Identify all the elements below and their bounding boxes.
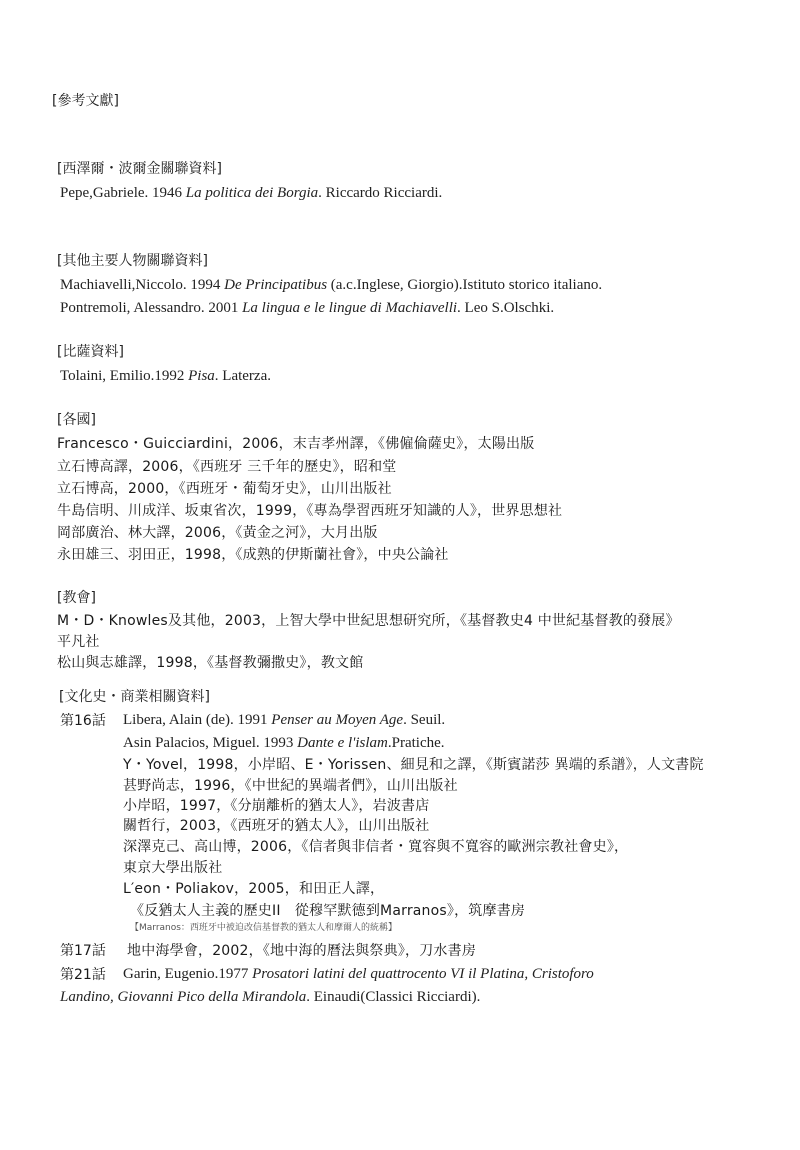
- reference-entry: Asin Palacios, Miguel. 1993 Dante e l'islam.Pratiche.: [123, 735, 445, 751]
- reference-entry: 立石博高，2000，《西班牙・葡萄牙史》，山川出版社: [57, 481, 392, 497]
- reference-entry-continued: Landino, Giovanni Pico della Mirandola. Einaudi(Classici Ricciardi).: [60, 989, 481, 1005]
- page-title: [參考文獻]: [52, 93, 119, 109]
- reference-entry: 永田雄三、羽田正，1998，《成熟的伊斯蘭社會》，中央公論社: [57, 547, 449, 563]
- section-heading-others: [其他主要人物關聯資料]: [57, 253, 208, 269]
- footnote: 【Marranos：西班牙中被迫改信基督教的猶太人和摩爾人的統稱】: [130, 923, 397, 933]
- section-heading-pisa: [比薩資料]: [57, 344, 124, 360]
- reference-entry: 松山與志雄譯，1998，《基督教彌撒史》，教文館: [57, 655, 364, 671]
- reference-entry: 地中海學會，2002，《地中海的曆法與祭典》，刀水書房: [127, 943, 477, 959]
- reference-entry: 《反猶太人主義的歷史II 從穆罕默德到Marranos》，筑摩書房: [130, 903, 526, 919]
- reference-entry: Francesco・Guicciardini，2006，末吉孝州譯，《佛僱倫薩史》，太陽出版: [57, 436, 535, 452]
- reference-entry: 岡部廣治、林大譯，2006，《黃金之河》，大月出版: [57, 525, 378, 541]
- section-heading-church: [教會]: [57, 590, 96, 606]
- reference-entry: Machiavelli,Niccolo. 1994 De Principatibus (a.c.Inglese, Giorgio).Istituto storico italiano.: [60, 277, 603, 293]
- reference-entry: Pepe,Gabriele. 1946 La politica dei Borgia. Riccardo Ricciardi.: [60, 185, 443, 201]
- reference-entry: M・D・Knowles及其他，2003，上智大學中世紀思想研究所，《基督教史4 中世紀基督教的發展》: [57, 613, 680, 629]
- reference-entry: Y・Yovel，1998，小岸昭、E・Yorissen、細見和之譯，《斯賓諾莎 異端的系譜》，人文書院: [123, 757, 704, 773]
- reference-entry: Pontremoli, Alessandro. 2001 La lingua e le lingue di Machiavelli. Leo S.Olschki.: [60, 300, 555, 316]
- reference-entry: 深澤克己、高山博，2006，《信者與非信者・寬容與不寬容的歐洲宗教社會史》，: [123, 839, 629, 855]
- reference-entry: 關哲行，2003，《西班牙的猶太人》，山川出版社: [123, 818, 430, 834]
- reference-entry: 東京大學出版社: [123, 860, 223, 876]
- reference-entry: Garin, Eugenio.1977 Prosatori latini del quattrocento VI il Platina, Cristoforo: [123, 966, 594, 982]
- reference-entry: 牛島信明、川成洋、坂東省次，1999，《專為學習西班牙知識的人》，世界思想社: [57, 503, 563, 519]
- section-heading-countries: [各國]: [57, 412, 96, 428]
- episode-label-17: 第17話: [60, 943, 106, 959]
- reference-entry: L′eon・Poliakov，2005，和田正人譯，: [123, 881, 385, 897]
- reference-entry: 甚野尚志，1996，《中世紀的異端者們》，山川出版社: [123, 778, 458, 794]
- reference-entry: 平凡社: [57, 634, 100, 650]
- section-heading-westwar: [西澤爾・波爾金關聯資料]: [57, 161, 222, 177]
- reference-entry: Tolaini, Emilio.1992 Pisa. Laterza.: [60, 368, 271, 384]
- section-heading-culture: [文化史・商業相關資料]: [59, 689, 210, 705]
- reference-entry: Libera, Alain (de). 1991 Penser au Moyen Age. Seuil.: [123, 712, 446, 728]
- episode-label-16: 第16話: [60, 713, 106, 729]
- episode-label-21: 第21話: [60, 967, 106, 983]
- reference-entry: 小岸昭，1997，《分崩離析的猶太人》，岩波書店: [123, 798, 430, 814]
- reference-entry: 立石博高譯，2006，《西班牙 三千年的歷史》，昭和堂: [57, 459, 397, 475]
